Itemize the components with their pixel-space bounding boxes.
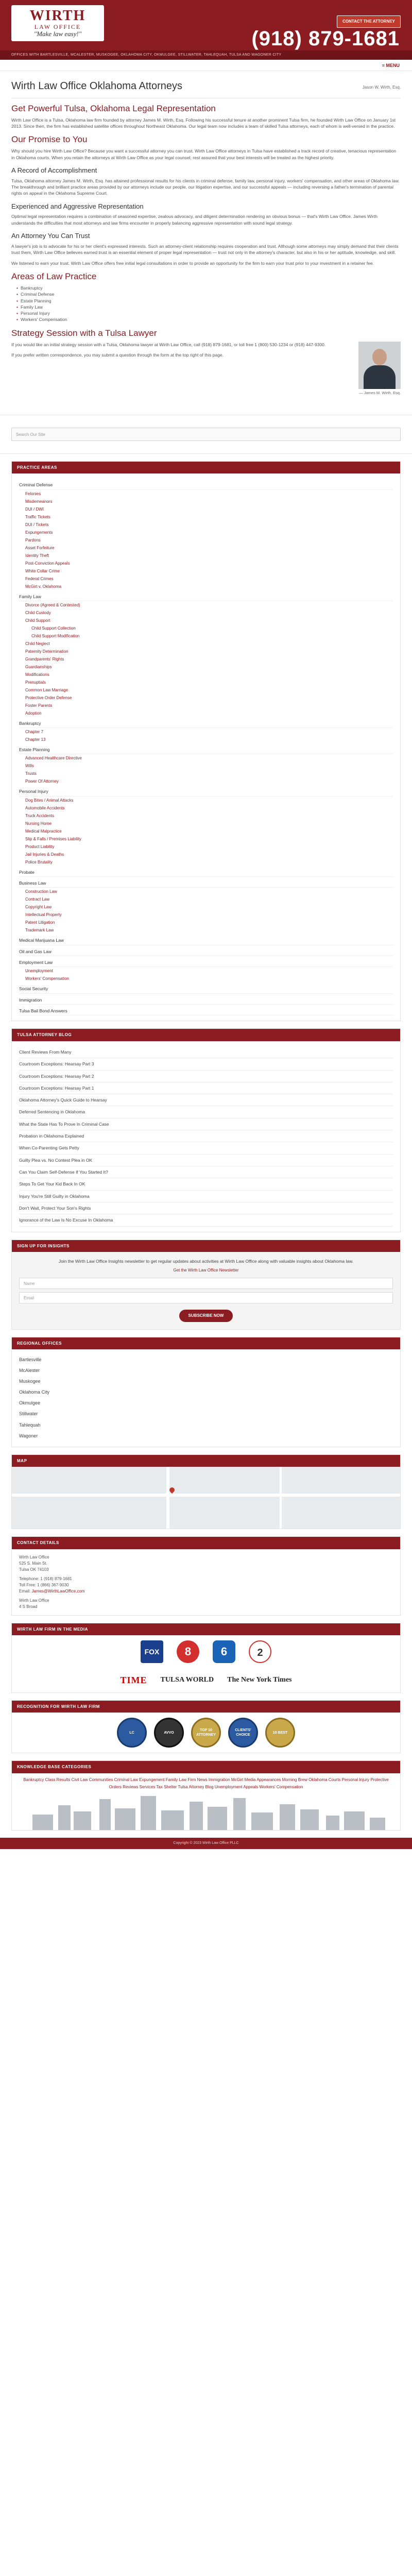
- practice-item[interactable]: Power Of Attorney: [25, 779, 59, 784]
- practice-item[interactable]: Identity Theft: [25, 553, 49, 558]
- practice-item[interactable]: Wills: [25, 764, 34, 769]
- contact-line: 4 S Broad: [19, 1604, 38, 1609]
- blog-post-link[interactable]: Can You Claim Self-Defense If You Started It?: [19, 1166, 393, 1178]
- practice-item[interactable]: Divorce (Agreed & Contested): [25, 602, 80, 607]
- name-field[interactable]: Name: [19, 1278, 393, 1289]
- blog-panel: [11, 1028, 401, 1232]
- practice-item[interactable]: Misdemeanors: [25, 499, 53, 504]
- practice-item[interactable]: Truck Accidents: [25, 813, 55, 818]
- practice-item[interactable]: Trademark Law: [25, 928, 54, 933]
- office-link[interactable]: Oklahoma City: [19, 1389, 50, 1395]
- menu-bar: [0, 60, 412, 71]
- practice-group[interactable]: Medical Marijuana Law: [19, 937, 393, 945]
- subscribe-button[interactable]: SUBSCRIBE NOW: [179, 1310, 233, 1322]
- practice-group[interactable]: Tulsa Bail Bond Answers: [19, 1008, 393, 1015]
- practice-item[interactable]: Felonies: [25, 491, 41, 496]
- skyline-building: [161, 1810, 184, 1830]
- skyline-building: [190, 1802, 203, 1830]
- offices-list: [12, 1349, 400, 1446]
- promise-heading: Our Promise to You: [11, 134, 88, 145]
- award-badge: 10 BEST: [265, 1718, 295, 1748]
- skyline-building: [74, 1811, 91, 1830]
- practice-areas-panel: [11, 461, 401, 1022]
- search-band: [0, 415, 412, 454]
- blog-post-link[interactable]: Courtroom Exceptions: Hearsay Part 3: [19, 1058, 393, 1070]
- author-byline: Jason W. Wirth, Esq.: [362, 85, 401, 90]
- practice-item[interactable]: Prenuptials: [25, 680, 46, 685]
- page-title: Wirth Law Office Oklahoma Attorneys: [11, 80, 182, 92]
- attorney-photo-block: [358, 342, 401, 396]
- blog-post-link[interactable]: Steps To Get Your Kid Back In OK: [19, 1178, 393, 1190]
- practice-item[interactable]: Child Neglect: [25, 641, 50, 646]
- area-item[interactable]: • Workers' Compensation: [16, 316, 401, 323]
- site-logo[interactable]: [11, 5, 104, 41]
- office-link[interactable]: Stillwater: [19, 1411, 38, 1417]
- signup-panel: [11, 1240, 401, 1330]
- contact-phone[interactable]: Telephone: 1 (918) 879-1681: [19, 1576, 72, 1581]
- practice-item[interactable]: Traffic Tickets: [25, 514, 50, 519]
- practice-item[interactable]: Child Support: [25, 618, 50, 623]
- skyline-building: [115, 1808, 135, 1830]
- practice-item[interactable]: McGirt v. Oklahoma: [25, 584, 62, 589]
- tulsa-world-logo: TULSA WORLD: [160, 1676, 214, 1684]
- practice-item[interactable]: Pardons: [25, 537, 41, 543]
- contact-panel: [11, 1536, 401, 1616]
- area-item[interactable]: • Estate Planning: [16, 298, 401, 304]
- practice-item[interactable]: Copyright Law: [25, 905, 52, 910]
- blog-post-link[interactable]: Deferred Sentencing in Oklahoma: [19, 1106, 393, 1118]
- attorney-photo: [358, 342, 401, 389]
- practice-item[interactable]: DUI / Tickets: [25, 522, 49, 527]
- panel-title: SIGN UP FOR INSIGHTS: [12, 1240, 400, 1252]
- strategy-heading: Strategy Session with a Tulsa Lawyer: [11, 328, 157, 338]
- skyline-building: [344, 1811, 365, 1830]
- offices-strip: OFFICES WITH BARTLESVILLE, MCALESTER, MUSKOGEE, OKLAHOMA CITY, OKMULGEE, STILLWATER, TAHLEQUAH, TULSA AND WAGONER CITY: [0, 50, 412, 60]
- record-text: Tulsa, Oklahoma attorney James M. Wirth, Esq. has attained professional results for his clients in criminal defense, family law, personal injury, workers' compensation, and other areas of Oklahoma law. The breakthrough and brilliant practice areas provided by our attorneys include our people, our litigation expertise, and our successful appeals — including reversing a father's termination of parental rights on appeal in the Oklahoma Supreme Court.: [11, 178, 400, 196]
- office-map[interactable]: [12, 1467, 400, 1529]
- practice-item[interactable]: Child Custody: [25, 610, 51, 615]
- skyline-building: [326, 1816, 339, 1830]
- panel-title: CONTACT DETAILS: [12, 1537, 400, 1549]
- area-item[interactable]: • Criminal Defense: [16, 291, 401, 297]
- practice-group[interactable]: Immigration: [19, 997, 393, 1005]
- city-skyline: [12, 1794, 400, 1830]
- subscribe-wrap: [19, 1307, 393, 1323]
- contact-tollfree[interactable]: Toll Free: 1 (866) 367-9030: [19, 1582, 69, 1587]
- contact-attorney-button[interactable]: CONTACT THE ATTORNEY: [337, 15, 401, 28]
- contact-body: [12, 1549, 400, 1615]
- office-link[interactable]: Wagoner: [19, 1433, 38, 1438]
- main-content: [0, 71, 412, 401]
- strategy-text-2: If you prefer written correspondence, you may submit a question through the form at the top right of this page.: [11, 352, 224, 358]
- header-phone[interactable]: (918) 879-1681: [251, 27, 400, 50]
- photo-head: [372, 349, 387, 365]
- practice-item[interactable]: Unemployment: [25, 969, 53, 974]
- practice-item[interactable]: Federal Crimes: [25, 576, 54, 581]
- contact-email-row: [19, 1588, 393, 1595]
- logo-sub: LAW OFFICE: [34, 23, 81, 30]
- practice-item[interactable]: Contract Law: [25, 897, 50, 902]
- media-panel: [11, 1623, 401, 1702]
- map-panel: [11, 1454, 401, 1530]
- blog-post-link[interactable]: Courtroom Exceptions: Hearsay Part 2: [19, 1071, 393, 1082]
- blog-post-link[interactable]: What the State Has To Prove In Criminal Case: [19, 1118, 393, 1130]
- practice-item[interactable]: Chapter 7: [25, 730, 44, 735]
- contact-line: 525 S. Main St.: [19, 1561, 47, 1566]
- panel-title: RECOGNITION FOR WIRTH LAW FIRM: [12, 1701, 400, 1713]
- practice-group[interactable]: Bankruptcy: [19, 720, 393, 728]
- practice-item[interactable]: White Collar Crime: [25, 568, 60, 573]
- photo-suit: [364, 365, 396, 389]
- area-item[interactable]: • Family Law: [16, 304, 401, 310]
- skyline-building: [58, 1805, 71, 1830]
- map-road: [12, 1494, 400, 1497]
- office-link[interactable]: Okmulgee: [19, 1400, 41, 1406]
- areas-heading: Areas of Law Practice: [11, 271, 97, 281]
- panel-title: REGIONAL OFFICES: [12, 1337, 400, 1350]
- map-pin-icon[interactable]: [168, 1486, 176, 1494]
- practice-group[interactable]: Business Law: [19, 880, 393, 888]
- skyline-building: [208, 1807, 227, 1830]
- panel-title: PRACTICE AREAS: [12, 462, 400, 474]
- areas-list: [16, 285, 401, 323]
- practice-item[interactable]: Slip & Falls / Premises Liability: [25, 836, 81, 841]
- panel-title: MAP: [12, 1455, 400, 1467]
- map-road: [280, 1467, 282, 1529]
- contact-line: Wirth Law Office: [19, 1554, 49, 1560]
- skyline-building: [300, 1809, 319, 1830]
- panel-title: WIRTH LAW FIRM IN THE MEDIA: [12, 1623, 400, 1636]
- skyline-building: [251, 1812, 273, 1830]
- practice-item[interactable]: Dog Bites / Animal Attacks: [25, 798, 74, 803]
- knowledge-links[interactable]: Bankruptcy Class Results Civil Law Communities Criminal Law Expungement Family Law Firm News Immigration McGirt Media Appearances Morning Brew Oklahoma Courts Personal Injury Protective Orders Reviews Services Tax Shelter Tulsa Attorney Blog Unemployment Appeals Workers' Compensation: [23, 1777, 389, 1789]
- newsletter-link[interactable]: Get the Wirth Law Office Newsletter: [173, 1268, 239, 1273]
- legal-heading: Get Powerful Tulsa, Oklahoma Legal Representation: [11, 103, 216, 113]
- logo-tagline: "Make law easy!": [33, 30, 82, 38]
- panel-title: TULSA ATTORNEY BLOG: [12, 1029, 400, 1041]
- practice-item[interactable]: Trusts: [25, 771, 37, 776]
- skyline-building: [141, 1796, 156, 1830]
- skyline-building: [233, 1798, 246, 1830]
- practice-item[interactable]: Child Support Collection: [31, 625, 76, 631]
- recognition-panel: [11, 1700, 401, 1754]
- practice-item[interactable]: Protective Order Defense: [25, 695, 72, 700]
- blog-post-link[interactable]: Don't Wait, Protect Your Son's Rights: [19, 1202, 393, 1214]
- contact-line: Tulsa OK 74103: [19, 1567, 49, 1572]
- signup-text: Join the Wirth Law Office Insights newsletter to get regular updates about activities at Wirth Law Office along with valuable insights about Oklahoma law.: [58, 1259, 354, 1264]
- practice-item[interactable]: Medical Malpractice: [25, 828, 62, 834]
- panel-title: KNOWLEDGE BASE CATEGORIES: [12, 1761, 400, 1773]
- practice-item[interactable]: Child Support Modification: [31, 633, 80, 638]
- practice-item[interactable]: Paternity Determination: [25, 649, 68, 654]
- offices-panel: [11, 1337, 401, 1447]
- practice-item[interactable]: Patent Litigation: [25, 920, 55, 925]
- practice-item[interactable]: Adoption: [25, 710, 42, 716]
- skyline-building: [370, 1818, 385, 1830]
- map-road: [166, 1467, 169, 1529]
- award-badge: AVVO: [154, 1718, 184, 1748]
- fox23-logo: FOX 23 TULSA: [141, 1640, 163, 1663]
- trust-text: A lawyer's job is to advocate for his or her client's expressed interests. Such an attorney-client relationship requires cooperation and trust. Although some attorneys may simply demand that their clients trust them, Wirth Law Office believes earned trust is an essential element of proper legal representation — trust not only in the attorney's character, but also in his or her aptitude, knowledge, and skill.: [11, 243, 399, 256]
- site-header: [0, 0, 412, 50]
- promise-text: Why should you hire Wirth Law Office? Because you want a successful attorney you can trust. Wirth Law Office attorneys in Tulsa have established a track record of creative, tenacious representation in Oklahoma courts. When you retain the attorneys at Wirth Law Office as your legal counsel, rest assured that your best interests will be treated as the highest priority.: [11, 148, 397, 160]
- practice-item[interactable]: DUI / DWI: [25, 506, 44, 512]
- practice-item[interactable]: Grandparents' Rights: [25, 656, 64, 662]
- contact-line: Wirth Law Office: [19, 1598, 49, 1603]
- menu-toggle-button[interactable]: ≡ MENU: [382, 63, 400, 68]
- trust-text-2: We listened to earn your trust. Wirth Law Office offers free initial legal consultations in order to provide an opportunity for the firm to earn your trust prior to your investment in a retainer fee.: [11, 260, 374, 266]
- experienced-text: Optimal legal representation requires a combination of seasoned expertise, zealous advocacy, and diligent determination rendering an obvious bonus — that's Wirth Law Office. James Wirth understands the difficulties that most attorneys and law firms encounter in properly balancing aggressive representation with sound legal strategy.: [11, 214, 377, 226]
- practice-item[interactable]: Automobile Accidents: [25, 805, 65, 810]
- practice-item[interactable]: Intellectual Property: [25, 912, 62, 918]
- practice-item[interactable]: Asset Forfeiture: [25, 545, 55, 550]
- practice-group[interactable]: Estate Planning: [19, 747, 393, 754]
- blog-post-link[interactable]: Probation in Oklahoma Explained: [19, 1130, 393, 1142]
- practice-item[interactable]: Nursing Home: [25, 821, 52, 826]
- office-link[interactable]: Bartlesville: [19, 1357, 42, 1363]
- blog-post-link[interactable]: Client Reviews From Many: [19, 1046, 393, 1058]
- skyline-building: [280, 1804, 295, 1830]
- practice-group[interactable]: Social Security: [19, 986, 393, 993]
- legal-text: Wirth Law Office is a Tulsa, Oklahoma law firm founded by attorney James M. Wirth, Esq. Following his successful tenure at another prominent Tulsa firm, he founded Wirth Law Office on January 1st 2013. Since then, the firm has established satellite offices throughout Northeast Oklahoma. Our legal team now includes a team of skilled Tulsa attorneys, each of whom is well-versed in the practice.: [11, 117, 396, 129]
- practice-item[interactable]: Guardianships: [25, 664, 52, 669]
- area-item[interactable]: • Bankruptcy: [16, 285, 401, 291]
- practice-item[interactable]: Jail Injuries & Deaths: [25, 852, 64, 857]
- practice-group[interactable]: Personal Injury: [19, 788, 393, 796]
- practice-item[interactable]: Police Brutality: [25, 859, 53, 865]
- nbc-2-logo: 2: [249, 1640, 271, 1663]
- practice-item[interactable]: Construction Law: [25, 889, 57, 894]
- practice-item[interactable]: Product Liability: [25, 844, 55, 849]
- blog-post-link[interactable]: Ignorance of the Law Is No Excuse In Oklahoma: [19, 1214, 393, 1226]
- experienced-heading: Experienced and Aggressive Representation: [11, 202, 144, 210]
- photo-caption: — James M. Wirth, Esq.: [359, 390, 401, 395]
- email-field[interactable]: Email: [19, 1292, 393, 1303]
- strategy-text: If you would like an initial strategy session with a Tulsa, Oklahoma lawyer at Wirth Law Office, call (918) 879-1681, or toll free 1 (800) 530-1234 or (918) 447-9300.: [11, 342, 326, 347]
- media-logos-2: [12, 1668, 400, 1692]
- knowledge-panel: [11, 1760, 401, 1831]
- search-input[interactable]: Search Our Site: [11, 428, 401, 441]
- practice-item[interactable]: Chapter 13: [25, 737, 46, 742]
- office-link[interactable]: Tahlequah: [19, 1422, 41, 1428]
- record-heading: A Record of Accomplishment: [11, 166, 97, 174]
- practice-group[interactable]: Family Law: [19, 594, 393, 601]
- award-badge: LC: [117, 1718, 147, 1748]
- practice-group[interactable]: Oil and Gas Law: [19, 948, 393, 956]
- practice-item[interactable]: Foster Parents: [25, 703, 53, 708]
- time-logo: TIME: [120, 1675, 147, 1686]
- practice-item[interactable]: Common Law Marriage: [25, 687, 68, 692]
- badges-row: [12, 1713, 400, 1753]
- office-link[interactable]: Muskogee: [19, 1379, 41, 1384]
- logo-name: WIRTH: [29, 8, 86, 24]
- strategy-text-block: [11, 342, 350, 363]
- area-item[interactable]: • Personal Injury: [16, 310, 401, 316]
- trust-heading: An Attorney You Can Trust: [11, 232, 90, 240]
- signup-body: [12, 1252, 400, 1329]
- blog-post-link[interactable]: Guilty Plea vs. No Contest Plea in OK: [19, 1155, 393, 1166]
- site-footer: Copyright © 2023 Wirth Law Office PLLC: [0, 1838, 412, 1849]
- practice-areas-list: [12, 473, 400, 1021]
- skyline-building: [32, 1815, 53, 1830]
- blog-list: [12, 1041, 400, 1232]
- award-badge: TOP 10 ATTORNEY: [191, 1718, 221, 1748]
- practice-item[interactable]: Expungements: [25, 530, 53, 535]
- strategy-section: [11, 342, 401, 396]
- office-link[interactable]: McAlester: [19, 1368, 40, 1374]
- blog-post-link[interactable]: Courtroom Exceptions: Hearsay Part 1: [19, 1082, 393, 1094]
- email-label: Email:: [19, 1588, 32, 1594]
- practice-group[interactable]: Criminal Defense: [19, 482, 393, 489]
- blog-post-link[interactable]: When Co-Parenting Gets Petty: [19, 1142, 393, 1154]
- channel-6-logo: 6: [213, 1640, 235, 1663]
- nyt-logo: The New York Times: [227, 1676, 292, 1684]
- practice-item[interactable]: Advanced Healthcare Directive: [25, 756, 82, 761]
- practice-group[interactable]: Employment Law: [19, 959, 393, 967]
- practice-item[interactable]: Workers' Compensation: [25, 976, 69, 981]
- practice-item[interactable]: Post-Conviction Appeals: [25, 561, 70, 566]
- blog-post-link[interactable]: Oklahoma Attorney's Quick Guide to Hearsay: [19, 1094, 393, 1106]
- practice-item[interactable]: Modifications: [25, 672, 49, 677]
- practice-group[interactable]: Probate: [19, 869, 393, 877]
- channel-8-logo: 8: [177, 1640, 199, 1663]
- award-badge: CLIENTS' CHOICE: [228, 1718, 258, 1748]
- contact-email-link[interactable]: James@WirthLawOffice.com: [31, 1588, 85, 1594]
- blog-post-link[interactable]: Injury You're Still Guilty in Oklahoma: [19, 1191, 393, 1202]
- skyline-building: [99, 1799, 111, 1830]
